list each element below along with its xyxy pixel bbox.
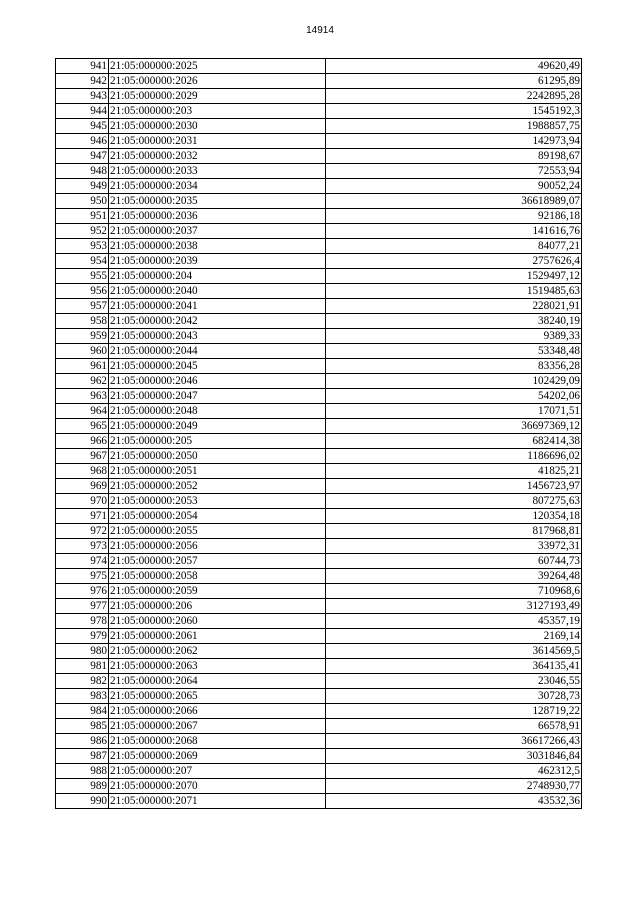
value-cell: 2748930,77 xyxy=(326,779,582,794)
cadastral-code-cell: 21:05:000000:2033 xyxy=(109,164,326,179)
value-cell: 60744,73 xyxy=(326,554,582,569)
row-number-cell: 971 xyxy=(56,509,109,524)
value-cell: 89198,67 xyxy=(326,149,582,164)
row-number-cell: 975 xyxy=(56,569,109,584)
cadastral-code-cell: 21:05:000000:2049 xyxy=(109,419,326,434)
table-row xyxy=(56,314,582,329)
cadastral-code-cell: 21:05:000000:206 xyxy=(109,599,326,614)
value-cell: 1456723,97 xyxy=(326,479,582,494)
table-row xyxy=(56,629,582,644)
value-cell: 2169,14 xyxy=(326,629,582,644)
cadastral-code-cell: 21:05:000000:2032 xyxy=(109,149,326,164)
value-cell: 53348,48 xyxy=(326,344,582,359)
table-row xyxy=(56,134,582,149)
cadastral-code-cell: 21:05:000000:2065 xyxy=(109,689,326,704)
row-number-cell: 985 xyxy=(56,719,109,734)
table-row xyxy=(56,374,582,389)
cadastral-code-cell: 21:05:000000:2069 xyxy=(109,749,326,764)
table-row xyxy=(56,524,582,539)
cadastral-code-cell: 21:05:000000:2063 xyxy=(109,659,326,674)
row-number-cell: 946 xyxy=(56,134,109,149)
row-number-cell: 944 xyxy=(56,104,109,119)
table-row xyxy=(56,194,582,209)
cadastral-code-cell: 21:05:000000:2030 xyxy=(109,119,326,134)
cadastral-code-cell: 21:05:000000:2066 xyxy=(109,704,326,719)
cadastral-code-cell: 21:05:000000:2068 xyxy=(109,734,326,749)
table-row xyxy=(56,149,582,164)
row-number-cell: 973 xyxy=(56,539,109,554)
table-row xyxy=(56,224,582,239)
cadastral-code-cell: 21:05:000000:2045 xyxy=(109,359,326,374)
value-cell: 462312,5 xyxy=(326,764,582,779)
row-number-cell: 963 xyxy=(56,389,109,404)
cadastral-code-cell: 21:05:000000:2054 xyxy=(109,509,326,524)
row-number-cell: 945 xyxy=(56,119,109,134)
value-cell: 102429,09 xyxy=(326,374,582,389)
row-number-cell: 952 xyxy=(56,224,109,239)
cadastral-code-cell: 21:05:000000:2029 xyxy=(109,89,326,104)
row-number-cell: 990 xyxy=(56,794,109,809)
value-cell: 23046,55 xyxy=(326,674,582,689)
cadastral-code-cell: 21:05:000000:2051 xyxy=(109,464,326,479)
page-number: 14914 xyxy=(306,25,334,36)
table-row xyxy=(56,344,582,359)
table-row xyxy=(56,509,582,524)
row-number-cell: 972 xyxy=(56,524,109,539)
value-cell: 66578,91 xyxy=(326,719,582,734)
cadastral-code-cell: 21:05:000000:2038 xyxy=(109,239,326,254)
value-cell: 1519485,63 xyxy=(326,284,582,299)
table-row xyxy=(56,614,582,629)
cadastral-code-cell: 21:05:000000:2059 xyxy=(109,584,326,599)
cadastral-code-cell: 21:05:000000:2042 xyxy=(109,314,326,329)
value-cell: 128719,22 xyxy=(326,704,582,719)
row-number-cell: 968 xyxy=(56,464,109,479)
value-cell: 141616,76 xyxy=(326,224,582,239)
row-number-cell: 950 xyxy=(56,194,109,209)
cadastral-code-cell: 21:05:000000:2041 xyxy=(109,299,326,314)
table-row xyxy=(56,254,582,269)
value-cell: 142973,94 xyxy=(326,134,582,149)
table-row xyxy=(56,74,582,89)
table-row xyxy=(56,104,582,119)
row-number-cell: 987 xyxy=(56,749,109,764)
row-number-cell: 960 xyxy=(56,344,109,359)
value-cell: 817968,81 xyxy=(326,524,582,539)
value-cell: 72553,94 xyxy=(326,164,582,179)
row-number-cell: 978 xyxy=(56,614,109,629)
cadastral-code-cell: 21:05:000000:2050 xyxy=(109,449,326,464)
value-cell: 49620,49 xyxy=(326,59,582,74)
value-cell: 83356,28 xyxy=(326,359,582,374)
cadastral-code-cell: 21:05:000000:2040 xyxy=(109,284,326,299)
table-row xyxy=(56,464,582,479)
cadastral-code-cell: 21:05:000000:2060 xyxy=(109,614,326,629)
table-row xyxy=(56,569,582,584)
table-row xyxy=(56,779,582,794)
table-row xyxy=(56,494,582,509)
value-cell: 682414,38 xyxy=(326,434,582,449)
row-number-cell: 943 xyxy=(56,89,109,104)
row-number-cell: 969 xyxy=(56,479,109,494)
value-cell: 36697369,12 xyxy=(326,419,582,434)
cadastral-code-cell: 21:05:000000:2057 xyxy=(109,554,326,569)
table-row xyxy=(56,404,582,419)
table-row xyxy=(56,719,582,734)
row-number-cell: 965 xyxy=(56,419,109,434)
row-number-cell: 959 xyxy=(56,329,109,344)
table-row xyxy=(56,749,582,764)
value-cell: 36617266,43 xyxy=(326,734,582,749)
row-number-cell: 982 xyxy=(56,674,109,689)
value-cell: 3127193,49 xyxy=(326,599,582,614)
table-row xyxy=(56,89,582,104)
row-number-cell: 951 xyxy=(56,209,109,224)
cadastral-code-cell: 21:05:000000:2048 xyxy=(109,404,326,419)
table-row xyxy=(56,659,582,674)
table-row xyxy=(56,554,582,569)
value-cell: 3031846,84 xyxy=(326,749,582,764)
cadastral-code-cell: 21:05:000000:2061 xyxy=(109,629,326,644)
value-cell: 38240,19 xyxy=(326,314,582,329)
table-row xyxy=(56,269,582,284)
value-cell: 120354,18 xyxy=(326,509,582,524)
row-number-cell: 961 xyxy=(56,359,109,374)
row-number-cell: 955 xyxy=(56,269,109,284)
row-number-cell: 966 xyxy=(56,434,109,449)
cadastral-code-cell: 21:05:000000:2053 xyxy=(109,494,326,509)
row-number-cell: 954 xyxy=(56,254,109,269)
table-row xyxy=(56,299,582,314)
row-number-cell: 981 xyxy=(56,659,109,674)
value-cell: 39264,48 xyxy=(326,569,582,584)
value-cell: 3614569,5 xyxy=(326,644,582,659)
cadastral-code-cell: 21:05:000000:2071 xyxy=(109,794,326,809)
row-number-cell: 974 xyxy=(56,554,109,569)
row-number-cell: 967 xyxy=(56,449,109,464)
table-row xyxy=(56,689,582,704)
value-cell: 41825,21 xyxy=(326,464,582,479)
value-cell: 807275,63 xyxy=(326,494,582,509)
table-row xyxy=(56,794,582,809)
cadastral-code-cell: 21:05:000000:2034 xyxy=(109,179,326,194)
table-row xyxy=(56,734,582,749)
value-cell: 1186696,02 xyxy=(326,449,582,464)
value-cell: 17071,51 xyxy=(326,404,582,419)
value-cell: 228021,91 xyxy=(326,299,582,314)
cadastral-code-cell: 21:05:000000:203 xyxy=(109,104,326,119)
value-cell: 54202,06 xyxy=(326,389,582,404)
row-number-cell: 947 xyxy=(56,149,109,164)
table-row xyxy=(56,179,582,194)
value-cell: 2757626,4 xyxy=(326,254,582,269)
cadastral-code-cell: 21:05:000000:2025 xyxy=(109,59,326,74)
table-row xyxy=(56,584,582,599)
row-number-cell: 949 xyxy=(56,179,109,194)
row-number-cell: 942 xyxy=(56,74,109,89)
cadastral-code-cell: 21:05:000000:2070 xyxy=(109,779,326,794)
table-row xyxy=(56,284,582,299)
row-number-cell: 979 xyxy=(56,629,109,644)
row-number-cell: 986 xyxy=(56,734,109,749)
cadastral-code-cell: 21:05:000000:2036 xyxy=(109,209,326,224)
table-row xyxy=(56,119,582,134)
cadastral-code-cell: 21:05:000000:2056 xyxy=(109,539,326,554)
row-number-cell: 962 xyxy=(56,374,109,389)
cadastral-code-cell: 21:05:000000:207 xyxy=(109,764,326,779)
row-number-cell: 957 xyxy=(56,299,109,314)
table-row xyxy=(56,539,582,554)
value-cell: 36618989,07 xyxy=(326,194,582,209)
row-number-cell: 941 xyxy=(56,59,109,74)
cadastral-code-cell: 21:05:000000:2062 xyxy=(109,644,326,659)
value-cell: 33972,31 xyxy=(326,539,582,554)
table-row xyxy=(56,449,582,464)
table-row xyxy=(56,644,582,659)
cadastral-code-cell: 21:05:000000:2047 xyxy=(109,389,326,404)
table-row xyxy=(56,599,582,614)
row-number-cell: 953 xyxy=(56,239,109,254)
row-number-cell: 983 xyxy=(56,689,109,704)
value-cell: 1545192,3 xyxy=(326,104,582,119)
row-number-cell: 988 xyxy=(56,764,109,779)
table-row xyxy=(56,59,582,74)
table-row xyxy=(56,239,582,254)
table-row xyxy=(56,419,582,434)
value-cell: 92186,18 xyxy=(326,209,582,224)
cadastral-code-cell: 21:05:000000:204 xyxy=(109,269,326,284)
value-cell: 30728,73 xyxy=(326,689,582,704)
value-cell: 1988857,75 xyxy=(326,119,582,134)
cadastral-code-cell: 21:05:000000:2052 xyxy=(109,479,326,494)
cadastral-code-cell: 21:05:000000:2044 xyxy=(109,344,326,359)
cadastral-code-cell: 21:05:000000:2037 xyxy=(109,224,326,239)
row-number-cell: 958 xyxy=(56,314,109,329)
table-row xyxy=(56,704,582,719)
cadastral-code-cell: 21:05:000000:2039 xyxy=(109,254,326,269)
table-row xyxy=(56,764,582,779)
row-number-cell: 964 xyxy=(56,404,109,419)
value-cell: 45357,19 xyxy=(326,614,582,629)
register-table-body xyxy=(56,59,582,809)
row-number-cell: 948 xyxy=(56,164,109,179)
table-row xyxy=(56,389,582,404)
value-cell: 9389,33 xyxy=(326,329,582,344)
cadastral-code-cell: 21:05:000000:2046 xyxy=(109,374,326,389)
value-cell: 61295,89 xyxy=(326,74,582,89)
value-cell: 364135,41 xyxy=(326,659,582,674)
cadastral-code-cell: 21:05:000000:2043 xyxy=(109,329,326,344)
cadastral-code-cell: 21:05:000000:2055 xyxy=(109,524,326,539)
row-number-cell: 976 xyxy=(56,584,109,599)
row-number-cell: 970 xyxy=(56,494,109,509)
cadastral-code-cell: 21:05:000000:2064 xyxy=(109,674,326,689)
cadastral-code-cell: 21:05:000000:2035 xyxy=(109,194,326,209)
value-cell: 710968,6 xyxy=(326,584,582,599)
row-number-cell: 989 xyxy=(56,779,109,794)
value-cell: 84077,21 xyxy=(326,239,582,254)
value-cell: 43532,36 xyxy=(326,794,582,809)
cadastral-code-cell: 21:05:000000:2058 xyxy=(109,569,326,584)
row-number-cell: 980 xyxy=(56,644,109,659)
cadastral-code-cell: 21:05:000000:2026 xyxy=(109,74,326,89)
table-row xyxy=(56,164,582,179)
register-table xyxy=(55,58,582,809)
table-row xyxy=(56,434,582,449)
table-row xyxy=(56,209,582,224)
row-number-cell: 984 xyxy=(56,704,109,719)
row-number-cell: 977 xyxy=(56,599,109,614)
row-number-cell: 956 xyxy=(56,284,109,299)
table-row xyxy=(56,479,582,494)
value-cell: 2242895,28 xyxy=(326,89,582,104)
table-row xyxy=(56,359,582,374)
cadastral-code-cell: 21:05:000000:2031 xyxy=(109,134,326,149)
cadastral-code-cell: 21:05:000000:205 xyxy=(109,434,326,449)
table-row xyxy=(56,674,582,689)
table-row xyxy=(56,329,582,344)
cadastral-code-cell: 21:05:000000:2067 xyxy=(109,719,326,734)
value-cell: 90052,24 xyxy=(326,179,582,194)
value-cell: 1529497,12 xyxy=(326,269,582,284)
